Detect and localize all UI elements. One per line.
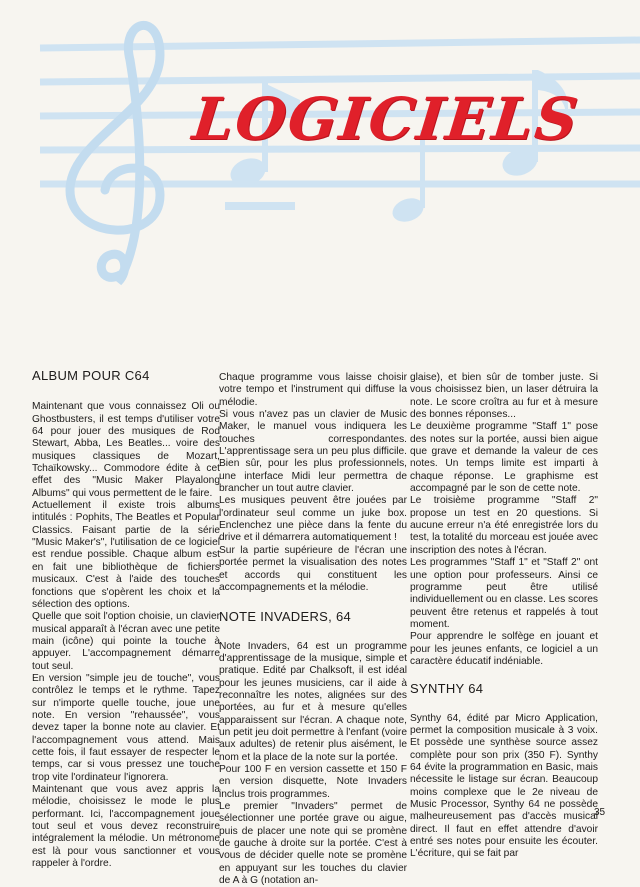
paragraph: Sur la partie supérieure de l'écran une portée permet la visualisation des notes et accords qui constituent les accompagnements et la mélodie. — [219, 544, 407, 593]
paragraph: Les musiques peuvent être jouées par l'ordinateur seul comme un juke box. Enclenchez une pièce dans la fente du drive et il démarrera automatiquement ! — [219, 495, 407, 544]
treble-clef-icon — [70, 25, 160, 282]
paragraph: Pour 100 F en version cassette et 150 F en version disquette, Note Invaders inclus trois programmes. — [219, 763, 407, 800]
column-1 — [32, 370, 220, 870]
paragraph: Quelle que soit l'option choisie, un clavier musical apparaît à l'écran avec une petite main (icône) qui pointe la touche à appuyer. L'accompagnement démarre tout seul. — [32, 611, 220, 672]
paragraph: Actuellement il existe trois albums intitulés : Pophits, The Beatles et Popular Classics. Faisant partie de la série "Music Maker's", l'utilisation de ce logiciel est rendue possible. Chaque album est en fait une bibliothèque de fichiers musicaux. C'est à l'aide des touches fonctions que s'opèrent les choix et la sélection des options. — [32, 500, 220, 610]
section-heading-note-invaders: NOTE INVADERS, 64 — [219, 609, 352, 625]
paragraph: Pour apprendre le solfège en jouant et pour les jeunes enfants, ce logiciel a un caractère éducatif indéniable. — [410, 631, 598, 667]
paragraph: En version "simple jeu de touche", vous contrôlez le temps et le rythme. Tapez sur n'importe quelle touche, joue une note. En version "rehaussée", vous devez taper la bonne note au clavier. Et l'accompagnement vous attend. Mais cette fois, il faut essayer de respecter le temps, car si vous pressez une touche trop vite l'ordinateur l'ignorera. — [32, 672, 220, 783]
page-number: 35 — [594, 807, 606, 818]
paragraph: Maintenant que vous connaissez Oli ou Ghostbusters, il est temps d'utiliser votre 64 pour jouer des musiques de Rod Stewart, Abba, Les Beatles... voire des musiques classiques de Mozart, Tchaïkowsky... Commodore édite à cet effet des "Music Maker Playalong Albums" qui vous permettent de le faire. — [32, 401, 220, 499]
paragraph: Le premier "Invaders" permet de sélectionner une portée grave ou aigue, puis de placer une note qui se promène de gauche à droite sur la portée. C'est à vous de décider quelle note se promène en appuyant sur les touches du clavier de A à G (notation an- — [219, 801, 407, 887]
paragraph: glaise), et bien sûr de tomber juste. Si vous choisissez bien, un laser détruira la note. Le score croîtra au fur et à mesure des bonnes réponses... — [410, 372, 598, 421]
paragraph: Si vous n'avez pas un clavier de Music Maker, le manuel vous indiquera les touches correspondantes. L'apprentissage sera un peu plus difficile. Bien sûr, pour les plus professionnels, une interface Midi leur permettra de brancher un tout autre clavier. — [219, 409, 407, 495]
column-2 — [219, 372, 407, 887]
paragraph: Maintenant que vous avez appris la mélodie, choisissez le mode le plus performant. Ici, l'accompagnement joue tout seul et vous devez reconstruire intégralement la mélodie. Un métronome est là pour vous sanctionner et vous rappeler à l'ordre. — [32, 784, 220, 870]
section-heading-synthy: SYNTHY 64 — [410, 681, 484, 697]
header-illustration — [0, 0, 640, 330]
music-staff-illustration — [0, 0, 640, 330]
paragraph: Chaque programme vous laisse choisir votre tempo et l'instrument qui diffuse la mélodie. — [219, 372, 407, 408]
paragraph: Le troisième programme "Staff 2" propose un test en 20 questions. Si aucune erreur n'a été enregistrée lors du test, la totalité du morceau est jouée avec inscription des notes à l'écran. — [410, 495, 599, 556]
paragraph: Les programmes "Staff 1" et "Staff 2" ont une option pour professeurs. Ainsi ce programme peut être utilisé individuellement ou en classe. Les scores peuvent être retenus et rappelés à tout moment. — [410, 557, 599, 630]
paragraph: Le deuxième programme "Staff 1" pose des notes sur la portée, aussi bien aigue que grave et demande la valeur de ces notes. Un temps limite est imparti à chaque réponse. Le graphisme est accompagné par le son de cette note. — [410, 421, 598, 495]
paragraph: Note Invaders, 64 est un programme d'apprentissage de la musique, simple et pratique. Edité par Chalksoft, il est idéal pour les jeunes musiciens, car il aide à reconnaître les notes, alignées sur des portées, au fur et à mesure qu'elles apparaissent sur l'écran. A chaque note, un petit jeu doit permettre à l'enfant (voire aux adultes) de retenir plus aisément, le nom et la place de la note sur la portée. — [219, 640, 407, 763]
column-3 — [410, 372, 598, 861]
section-heading-album: ALBUM POUR C64 — [32, 368, 150, 383]
paragraph: Synthy 64, édité par Micro Application, permet la composition musicale à 3 voix. Et possède une synthèse source assez complète pour son prix (350 F). Synthy 64 évite la programmation en Basic, mais nécessite le listage sur écran. Beaucoup moins complexe que le 2e niveau de Music Processor, Synthy 64 ne possède malheureusement pas d'accès musical direct. Il faut en effet attendre d'avoir entré ses notes pour ensuite les écouter. L'écriture, qui se fait par — [410, 712, 598, 860]
page-title: LOGICIELS — [189, 85, 583, 153]
